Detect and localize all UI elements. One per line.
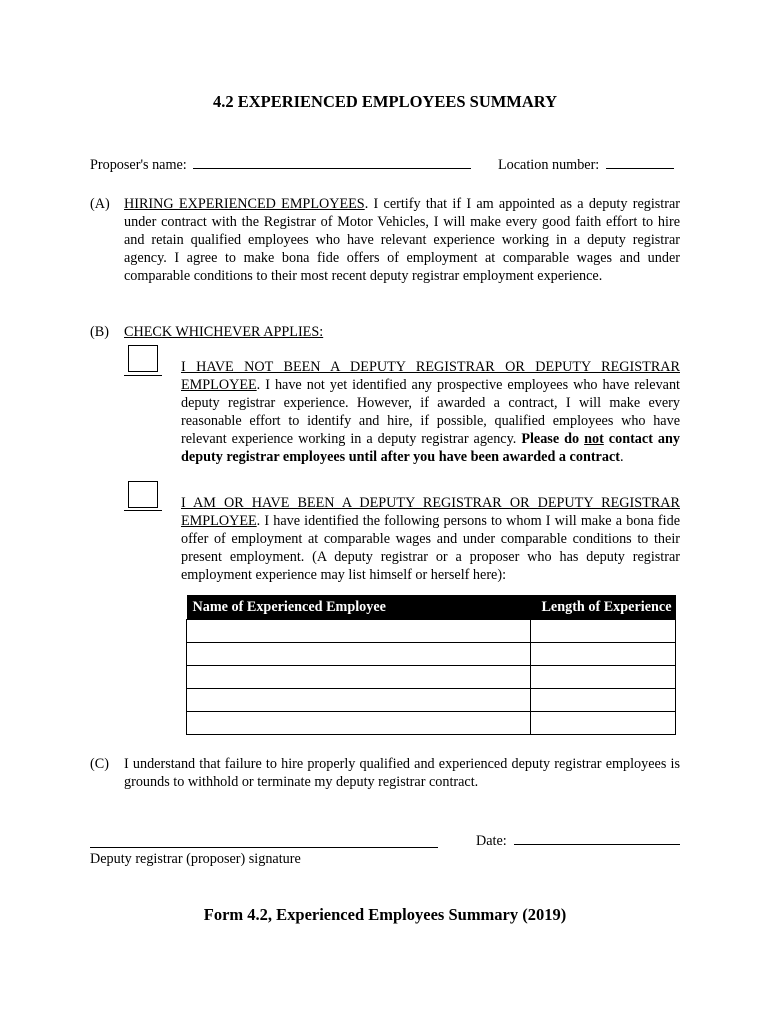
checkbox-underline	[124, 510, 162, 511]
column-header-name: Name of Experienced Employee	[187, 595, 531, 620]
employee-name-cell[interactable]	[187, 712, 531, 735]
table-row	[187, 643, 676, 666]
option-not-registrar-paragraph	[181, 358, 680, 466]
experience-length-cell[interactable]	[531, 643, 676, 666]
experience-length-cell[interactable]	[531, 666, 676, 689]
option-not-registrar-bold-a: Please do	[521, 431, 585, 447]
location-label: Location number:	[498, 157, 600, 173]
table-row	[187, 666, 676, 689]
proposer-label: Proposer's name:	[90, 157, 187, 173]
date-row	[476, 832, 680, 850]
experienced-employees-table	[186, 595, 676, 735]
location-number-field[interactable]	[606, 168, 674, 169]
option-not-registrar-text: . I have not yet identified any prospective employees who have relevant deputy registrar experience. However, if awarded a contract, I will make every reasonable effort to identify and hire, if possible, qualified employees who have relevant experience working in a deputy registrar agency.	[181, 377, 680, 447]
employee-name-cell[interactable]	[187, 620, 531, 643]
signature-field[interactable]	[90, 829, 438, 848]
table-row	[187, 689, 676, 712]
option-am-registrar-heading: I AM OR HAVE BEEN A DEPUTY REGISTRAR OR DEPUTY REGISTRAR EMPLOYEE	[181, 495, 680, 529]
section-a-paragraph	[124, 195, 680, 285]
table-row	[187, 620, 676, 643]
option-not-registrar-bold-b: contact any deputy registrar employees until after you have been awarded a contract	[181, 431, 680, 465]
option-not-registrar-end: .	[619, 449, 624, 465]
employee-name-cell[interactable]	[187, 689, 531, 712]
option-not-registrar-heading: I HAVE NOT BEEN A DEPUTY REGISTRAR OR DEPUTY REGISTRAR EMPLOYEE	[181, 359, 680, 393]
table-header-row	[187, 595, 676, 620]
table-row	[187, 712, 676, 735]
section-a-heading: HIRING EXPERIENCED EMPLOYEES	[124, 196, 365, 212]
option-not-registrar-bold-not: not	[584, 431, 604, 447]
option-am-registrar-paragraph	[181, 494, 680, 584]
checkbox-underline	[124, 375, 162, 376]
option-not-registrar-checkbox[interactable]	[128, 345, 158, 372]
employee-name-cell[interactable]	[187, 666, 531, 689]
section-a-text: . I certify that if I am appointed as a deputy registrar under contract with the Registrar of Motor Vehicles, I will make every good faith effort to hire and retain qualified employees who have relevant experience working in a deputy registrar agency. I agree to make bona fide offers of employment at comparable wages and under comparable conditions to their most recent deputy registrar employment experience.	[124, 196, 680, 284]
experience-length-cell[interactable]	[531, 712, 676, 735]
form-footer-title: Form 4.2, Experienced Employees Summary (2019)	[203, 905, 567, 924]
signature-label: Deputy registrar (proposer) signature	[90, 851, 301, 867]
location-row	[498, 156, 674, 174]
page-title: 4.2 EXPERIENCED EMPLOYEES SUMMARY	[212, 92, 558, 111]
section-c-marker: (C)	[90, 756, 109, 772]
date-label: Date:	[476, 833, 507, 849]
section-c-text: I understand that failure to hire properly qualified and experienced deputy registrar employees is grounds to withhold or terminate my deputy registrar contract.	[124, 756, 680, 790]
proposer-name-field[interactable]	[193, 168, 471, 169]
experience-length-cell[interactable]	[531, 689, 676, 712]
section-b-heading: CHECK WHICHEVER APPLIES:	[124, 324, 324, 340]
experience-length-cell[interactable]	[531, 620, 676, 643]
section-b-marker: (B)	[90, 324, 109, 340]
column-header-length: Length of Experience	[531, 595, 676, 620]
proposer-row	[90, 156, 471, 174]
section-a-marker: (A)	[90, 196, 110, 212]
date-field[interactable]	[514, 844, 680, 845]
employee-name-cell[interactable]	[187, 643, 531, 666]
option-am-registrar-text: . I have identified the following persons to whom I will make a bona fide offer of employment at comparable wages and under comparable conditions to their present employment. (A deputy registrar or a proposer who has deputy registrar employment experience may list himself or herself here):	[181, 513, 680, 583]
option-am-registrar-checkbox[interactable]	[128, 481, 158, 508]
